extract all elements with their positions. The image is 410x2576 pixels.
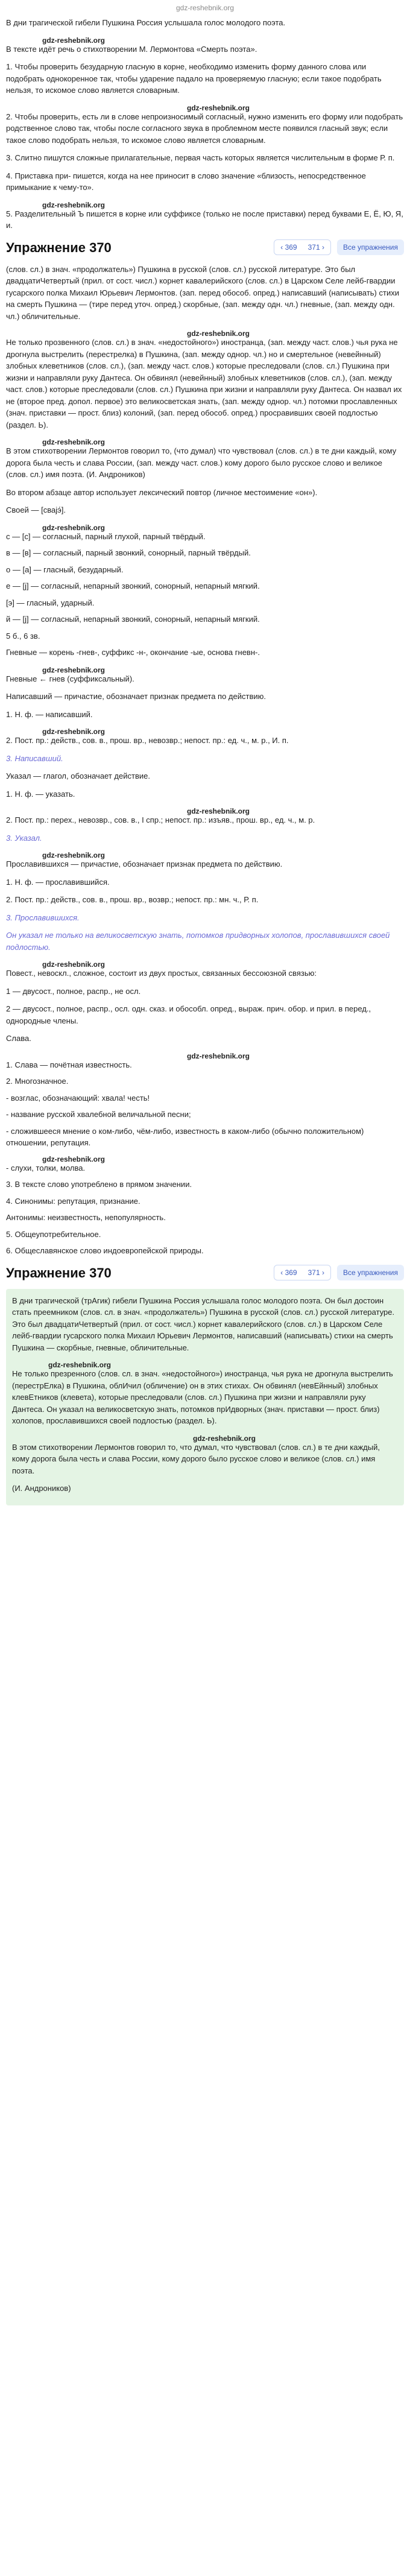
lex-line: 3. В тексте слово употреблено в прямом значении. [6,1180,192,1189]
parse-item: 3. Прославившихся. [6,913,80,922]
parse-item: 1. Н. ф. — написавший. [6,709,93,719]
phonetic-word: Своей — [сваjэ́]. [6,505,66,514]
intro-line: 4. Приставка при- пишется, когда на нее приносит в слово значение «близость, непосредственное примыкание к чему-то». [6,171,366,192]
syntax-sentence: Он указал не только на великосветскую знать, потомков придворных холопов, прославившихся своей подлостью. [6,931,390,952]
page-switcher [274,239,331,255]
syntax-desc: 2 — двусост., полное, распр., осл. одн. сказ. и обособл. опред., выраж. прич. обор. и прил. в перед., однородные члены. [6,1004,371,1025]
lex-line: 5. Общеупотребительное. [6,1229,101,1239]
watermark: gdz-reshebnik.org [187,807,250,815]
lexical-analysis [6,1033,404,1257]
parse-item: 1. Н. ф. — прославившийся. [6,877,110,887]
morphemic-analysis [6,647,404,685]
watermark: gdz-reshebnik.org [42,1154,106,1163]
watermark: gdz-reshebnik.org [187,1051,250,1060]
main-text [6,264,404,499]
all-exercises-button[interactable]: Все упражнения [337,1265,404,1280]
lex-line: Антонимы: неизвестность, непопулярность. [6,1213,166,1222]
watermark: gdz-reshebnik.org [42,727,106,736]
intro-line: В дни трагической гибели Пушкина Россия услышала голос молодого поэта. [6,18,286,27]
intro-line: 5. Разделительный Ъ пишется в корне или суффиксе (только не после приставки) перед буквами Е, Ё, Ю, Я, и. [6,209,403,230]
next-exercise-link[interactable]: 371 › [308,1268,324,1277]
next-exercise-link[interactable]: 371 › [308,243,324,252]
parse-item: 2. Пост. пр.: действ., сов. в., прош. вр., невозвр.; непост. пр.: ед. ч., м. р., И. п. [6,736,289,745]
lex-line: 6. Общеславянское слово индоевропейской природы. [6,1246,204,1255]
intro-line: В тексте идёт речь о стихотворении М. Лермонтова «Смерть поэта». [6,44,257,54]
phonetic-line: е — [j] — согласный, непарный звонкий, сонорный, непарный мягкий. [6,581,260,590]
parse-head: Указал — глагол, обозначает действие. [6,771,150,780]
lex-line: 4. Синонимы: репутация, признание. [6,1196,140,1206]
parse-head: Написавший — причастие, обозначает признак предмета по действию. [6,692,266,701]
paragraph: В этом стихотворении Лермонтов говорил то, (что думал) что чувствовал (слов. сл.) в те дни каждый, кому дорога была честь и слава России, (зап. между част. слов.) кому дорого было русское слово и великое (слов. сл.) имя поэта. (И. Андроников) [6,446,397,479]
syntax-desc: 1 — двусост., полное, распр., не осл. [6,986,141,996]
phonetic-line: с — [с] — согласный, парный глухой, парный твёрдый. [6,531,206,541]
answer-paragraph: Не только презренного (слов. сл. в знач. «недостойного») иностранца, чья рука не дрогнула выстрелить (перестрЕлка) в Пушкина, облИчил (обличение) он в этих стихах. Он обвинял (невЕйнный) злобных клевЕтников (клевета), которые преследовали (слов. сл.) Пушкина при жизни и направляли руку Дантеса. Он указал на великосветскую знать, потомков прИдворных (знач. приставки — прост. близ) холопов, прославившихся своей подлостью (раздел. Ь). [12,1369,393,1425]
paragraph: (слов. сл.) в знач. «продолжатель») Пушкина в русской (слов. сл.) русской литературе. Это был двадцатиЧетвертый (прил. от сост. числ.) корнет кавалерийского (слов. сл.) в Царском Селе лейб-гвардии гусарского полка Михаил Юрьевич Лермонтов. (зап. перед обособ. опред.) написавший (написывать) стихи на смерть Пушкина — (тире перед уточ. опред.) скорбные, (зап. между одн. чл.) гневные, (зап. между одн. чл.) обличительные. [6,264,399,321]
parse-item: 1. Н. ф. — указать. [6,789,75,799]
syntax-analysis [6,929,404,1027]
watermark: gdz-reshebnik.org [187,329,250,338]
exercise-nav-bar-2 [6,1263,404,1283]
morph-line: Гневные ← гнев (суффиксальный). [6,674,134,683]
intro-line: 1. Чтобы проверить безударную гласную в корне, необходимо изменить форму данного слова или подобрать однокоренное так, чтобы ударение падало на проверяемую гласную; если такое подобрать нельзя, то искомое слово является словарным. [6,62,382,95]
watermark: gdz-reshebnik.org [48,1361,112,1369]
watermark: gdz-reshebnik.org [187,103,250,112]
prev-exercise-link[interactable]: ‹ 369 [280,243,297,252]
paragraph: Во втором абзаце автор использует лексический повтор (личное местоимение «он»). [6,487,318,497]
watermark: gdz-reshebnik.org [42,36,106,45]
parse-head: Прославившихся — причастие, обозначает признак предмета по действию. [6,859,283,869]
lex-line: - слухи, толки, молва. [6,1163,86,1172]
phonetic-line: [э] — гласный, ударный. [6,598,95,607]
watermark: gdz-reshebnik.org [42,438,106,446]
answer-paragraph: В дни трагической (трАгик) гибели Пушкина Россия услышала голос молодого поэта. Он был достоин стать преемником (слов. сл. в знач. «продолжатель») Пушкина в русской (слов. сл.) русской литературе. Это был двадцатиЧетвертый (прил. от сост. числ.) корнет кавалерийского (слов. сл.) в Царском Селе лейб-гвардии гусарского полка Михаил Юрьевич Лермонтов, написавший (написывать) стихи на смерть Пушкина — скорбные, гневные, обличительные. [12,1296,395,1352]
phonetic-line: о — [а] — гласный, безударный. [6,565,124,574]
parse-block-2 [6,770,404,844]
watermark: gdz-reshebnik.org [42,851,106,859]
prev-exercise-link[interactable]: ‹ 369 [280,1268,297,1277]
exercise-nav-bar [6,238,404,258]
watermark: gdz-reshebnik.org [42,523,106,532]
intro-block [6,17,404,232]
intro-line: 3. Слитно пишутся сложные прилагательные, первая часть которых является числительным в форме Р. п. [6,153,395,162]
exercise-title: Упражнение 370 [6,1265,112,1280]
parse-item: 2. Пост. пр.: перех., невозвр., сов. в., I спр.; непост. пр.: изъяв., прош. вр., ед. ч., м. р. [6,815,315,824]
site-header[interactable]: gdz-reshebnik.org [175,4,235,12]
phonetic-line: 5 б., 6 зв. [6,631,40,641]
answer-author: (И. Андроников) [12,1484,71,1493]
pager [274,1265,404,1280]
morph-line: Гневные — корень -гнев-, суффикс -н-, окончание -ые, основа гневн-. [6,648,260,657]
pager [274,239,404,255]
lex-line: 1. Слава — почётная известность. [6,1060,132,1069]
all-exercises-button[interactable]: Все упражнения [337,239,404,255]
watermark: gdz-reshebnik.org [193,1434,256,1443]
lex-word: Слава. [6,1034,31,1043]
watermark: gdz-reshebnik.org [42,960,106,969]
parse-block-3 [6,850,404,923]
lex-line: - название русской хвалебной величальной песни; [6,1110,191,1119]
phonetic-line: й — [j] — согласный, непарный звонкий, сонорный, непарный мягкий. [6,615,260,624]
parse-item: 3. Указал. [6,833,42,843]
page-switcher [274,1265,331,1280]
answer-panel [6,1289,404,1505]
watermark: gdz-reshebnik.org [42,200,106,209]
parse-item: 2. Пост. пр.: действ., сов. в., прош. вр., возвр.; непост. пр.: мн. ч., Р. п. [6,895,259,904]
watermark: gdz-reshebnik.org [42,665,106,674]
syntax-desc: Повест., невоскл., сложное, состоит из двух простых, связанных бессоюзной связью: [6,969,317,978]
lex-line: 2. Многозначное. [6,1077,69,1086]
parse-item: 3. Написавший. [6,753,63,763]
exercise-title: Упражнение 370 [6,239,112,255]
lex-line: - возглас, обозначающий: хвала! честь! [6,1093,150,1103]
lex-line: - сложившееся мнение о ком-либо, чём-либо, известность в каком-либо (обычно положительном) отношении, репутация. [6,1126,364,1147]
phonetic-analysis [6,504,404,642]
parse-block-1 [6,691,404,764]
intro-line: 2. Чтобы проверить, есть ли в слове непроизносимый согласный, нужно изменить его форму или подобрать родственное слово так, чтобы после согласного звука в проблемном месте появился гласный звук; если такое слово подобрать нельзя, то искомое слово является словарным. [6,112,403,145]
paragraph: Не только прозвенного (слов. сл.) в знач. «недостойного») иностранца, (зап. между част. слов.) чья рука не дрогнула выстрелить (перестрелка) в Пушкина, (зап. между однор. чл.) но и смертельное (невейнный) злобных клеветников (слов. сл.), (зап. между част. слов.) которые преследовали (слов. сл.) Пушкина при жизни и направляли руку Дантеса. Он обвинял (невейнный) злобных клеветников (слов. сл.), (зап. между част. слов.) которые преследовали (слов. сл.) Пушкина при жизни и направляли руку Дантеса. Он назвал их не (второе пред. допол. первое) это великосветская знать, (зап. между однор. чл.) потомки прославленных (знач. приставки — прост. близ) колоний, (зап. перед обособ. опред.) просравивших своей подлостью (раздел. Ь). [6,338,402,429]
answer-paragraph: В этом стихотворении Лермонтов говорил то, что думал, что чувствовал (слов. сл.) в те дни каждый, кому дорога была честь и слава России, кому дорого было русское слово и великое (слов. сл.) имя поэта. [12,1442,380,1475]
phonetic-line: в — [в] — согласный, парный звонкий, сонорный, парный твёрдый. [6,548,251,557]
